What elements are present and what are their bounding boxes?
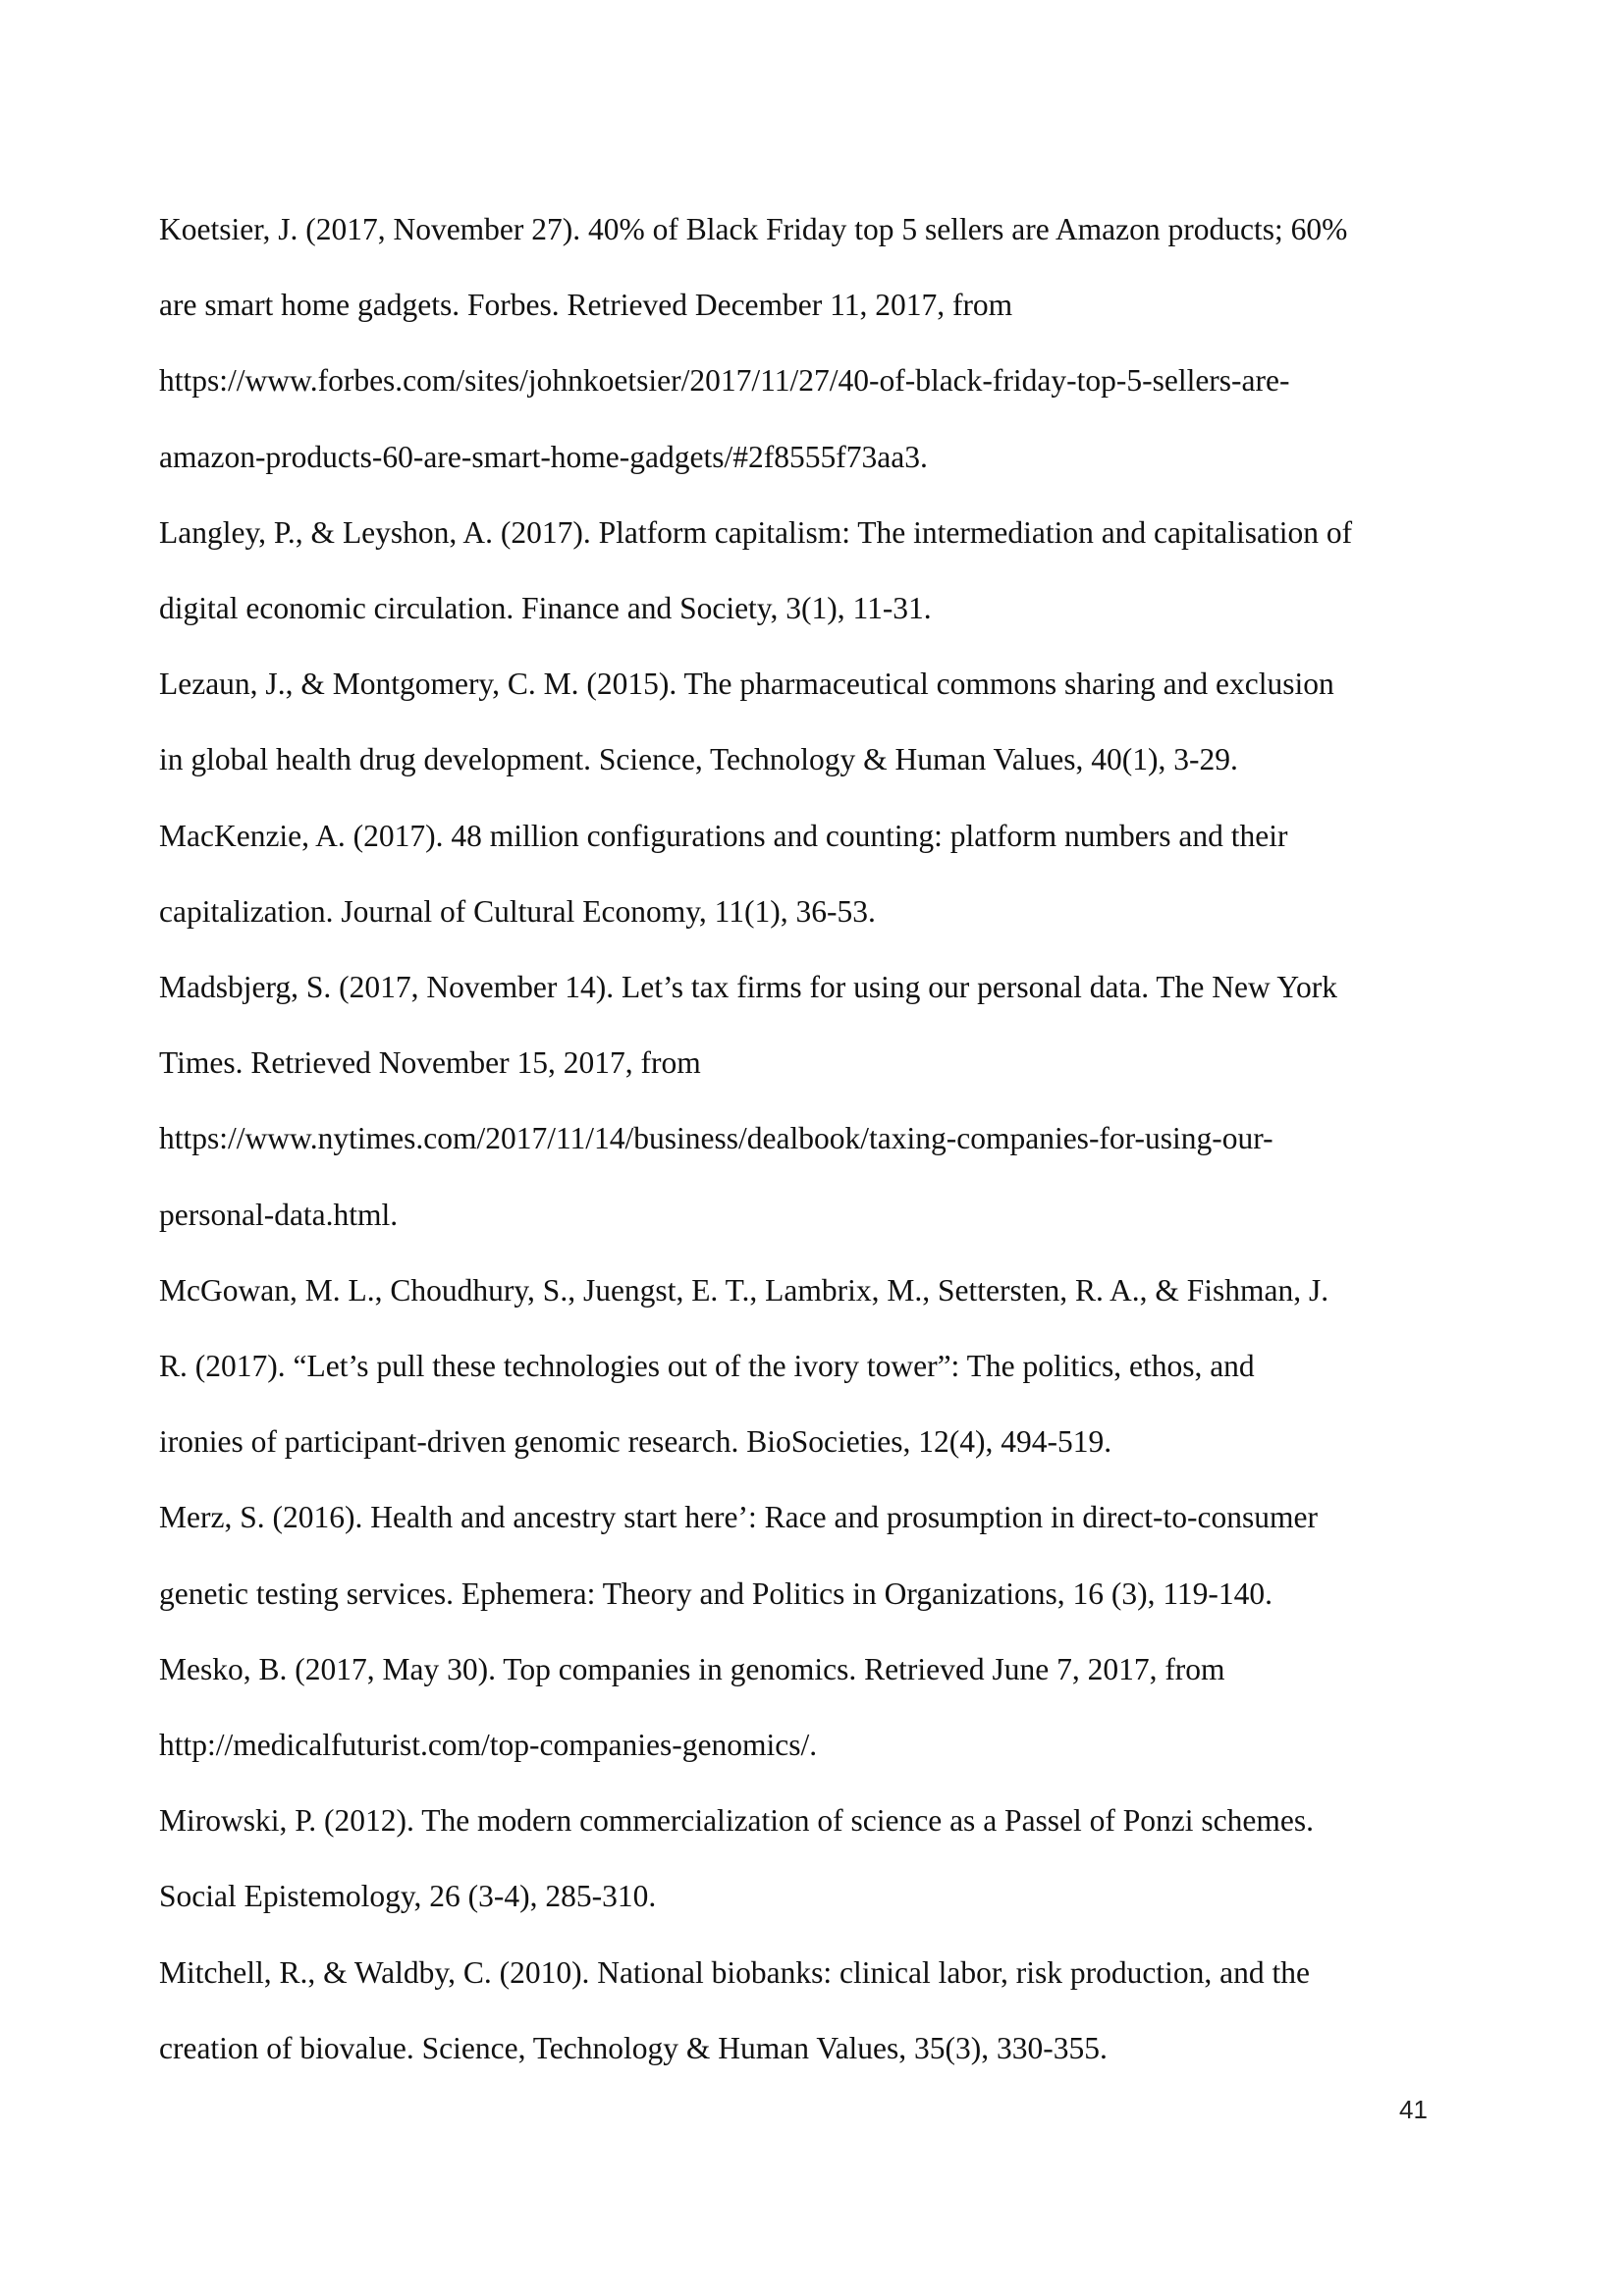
- reference-line: Merz, S. (2016). Health and ancestry start here’: Race and prosumption in direct-to-consumer: [159, 1500, 1318, 1535]
- reference-line: Langley, P., & Leyshon, A. (2017). Platform capitalism: The intermediation and capitalisation of: [159, 514, 1353, 550]
- reference-entry-madsbjerg: [159, 949, 1455, 1253]
- reference-url-line: personal-data.html.: [159, 1197, 399, 1232]
- reference-line: McGowan, M. L., Choudhury, S., Juengst, E. T., Lambrix, M., Settersten, R. A., & Fishman, J.: [159, 1272, 1329, 1308]
- reference-entry-koetsier: [159, 191, 1455, 495]
- reference-line: Mesko, B. (2017, May 30). Top companies in genomics. Retrieved June 7, 2017, from: [159, 1651, 1225, 1686]
- reference-url-line: http://medicalfuturist.com/top-companies-genomics/.: [159, 1728, 818, 1763]
- reference-line: creation of biovalue. Science, Technology & Human Values, 35(3), 330-355.: [159, 2030, 1108, 2065]
- reference-url-line: amazon-products-60-are-smart-home-gadgets/#2f8555f73aa3.: [159, 439, 928, 474]
- reference-line: Mirowski, P. (2012). The modern commercialization of science as a Passel of Ponzi schemes.: [159, 1803, 1315, 1839]
- reference-line: in global health drug development. Science, Technology & Human Values, 40(1), 3-29.: [159, 742, 1238, 777]
- reference-line: R. (2017). “Let’s pull these technologies out of the ivory tower”: The politics, ethos, and: [159, 1349, 1255, 1384]
- page-number: 41: [1399, 2095, 1428, 2124]
- reference-line: Madsbjerg, S. (2017, November 14). Let’s tax firms for using our personal data. The New York: [159, 970, 1338, 1005]
- reference-line: are smart home gadgets. Forbes. Retrieved December 11, 2017, from: [159, 288, 1013, 323]
- reference-line: Social Epistemology, 26 (3-4), 285-310.: [159, 1879, 657, 1914]
- reference-line: Koetsier, J. (2017, November 27). 40% of Black Friday top 5 sellers are Amazon products; 60%: [159, 212, 1348, 246]
- reference-url-line: https://www.nytimes.com/2017/11/14/business/dealbook/taxing-companies-for-using-our-: [159, 1121, 1273, 1156]
- reference-entry-merz: [159, 1479, 1455, 1630]
- reference-line: Mitchell, R., & Waldby, C. (2010). National biobanks: clinical labor, risk production, and the: [159, 1954, 1310, 1990]
- reference-entry-langley: [159, 495, 1455, 646]
- reference-entry-mcgowan: [159, 1253, 1455, 1480]
- reference-line: ironies of participant-driven genomic research. BioSocieties, 12(4), 494-519.: [159, 1424, 1112, 1460]
- reference-line: Times. Retrieved November 15, 2017, from: [159, 1045, 701, 1081]
- reference-line: MacKenzie, A. (2017). 48 million configurations and counting: platform numbers and their: [159, 818, 1288, 853]
- reference-entry-mesko: [159, 1631, 1455, 1783]
- reference-line: digital economic circulation. Finance and Society, 3(1), 11-31.: [159, 591, 932, 626]
- reference-list: [159, 191, 1455, 2086]
- reference-line: Lezaun, J., & Montgomery, C. M. (2015). The pharmaceutical commons sharing and exclusion: [159, 667, 1334, 702]
- reference-entry-lezaun: [159, 646, 1455, 797]
- reference-entry-mirowski: [159, 1783, 1455, 1934]
- reference-line: genetic testing services. Ephemera: Theory and Politics in Organizations, 16 (3), 119-140.: [159, 1575, 1273, 1611]
- reference-entry-mitchell: [159, 1935, 1455, 2086]
- reference-entry-mackenzie: [159, 798, 1455, 949]
- reference-url-line: https://www.forbes.com/sites/johnkoetsier/2017/11/27/40-of-black-friday-top-5-sellers-are-: [159, 363, 1290, 399]
- reference-line: capitalization. Journal of Cultural Economy, 11(1), 36-53.: [159, 893, 876, 929]
